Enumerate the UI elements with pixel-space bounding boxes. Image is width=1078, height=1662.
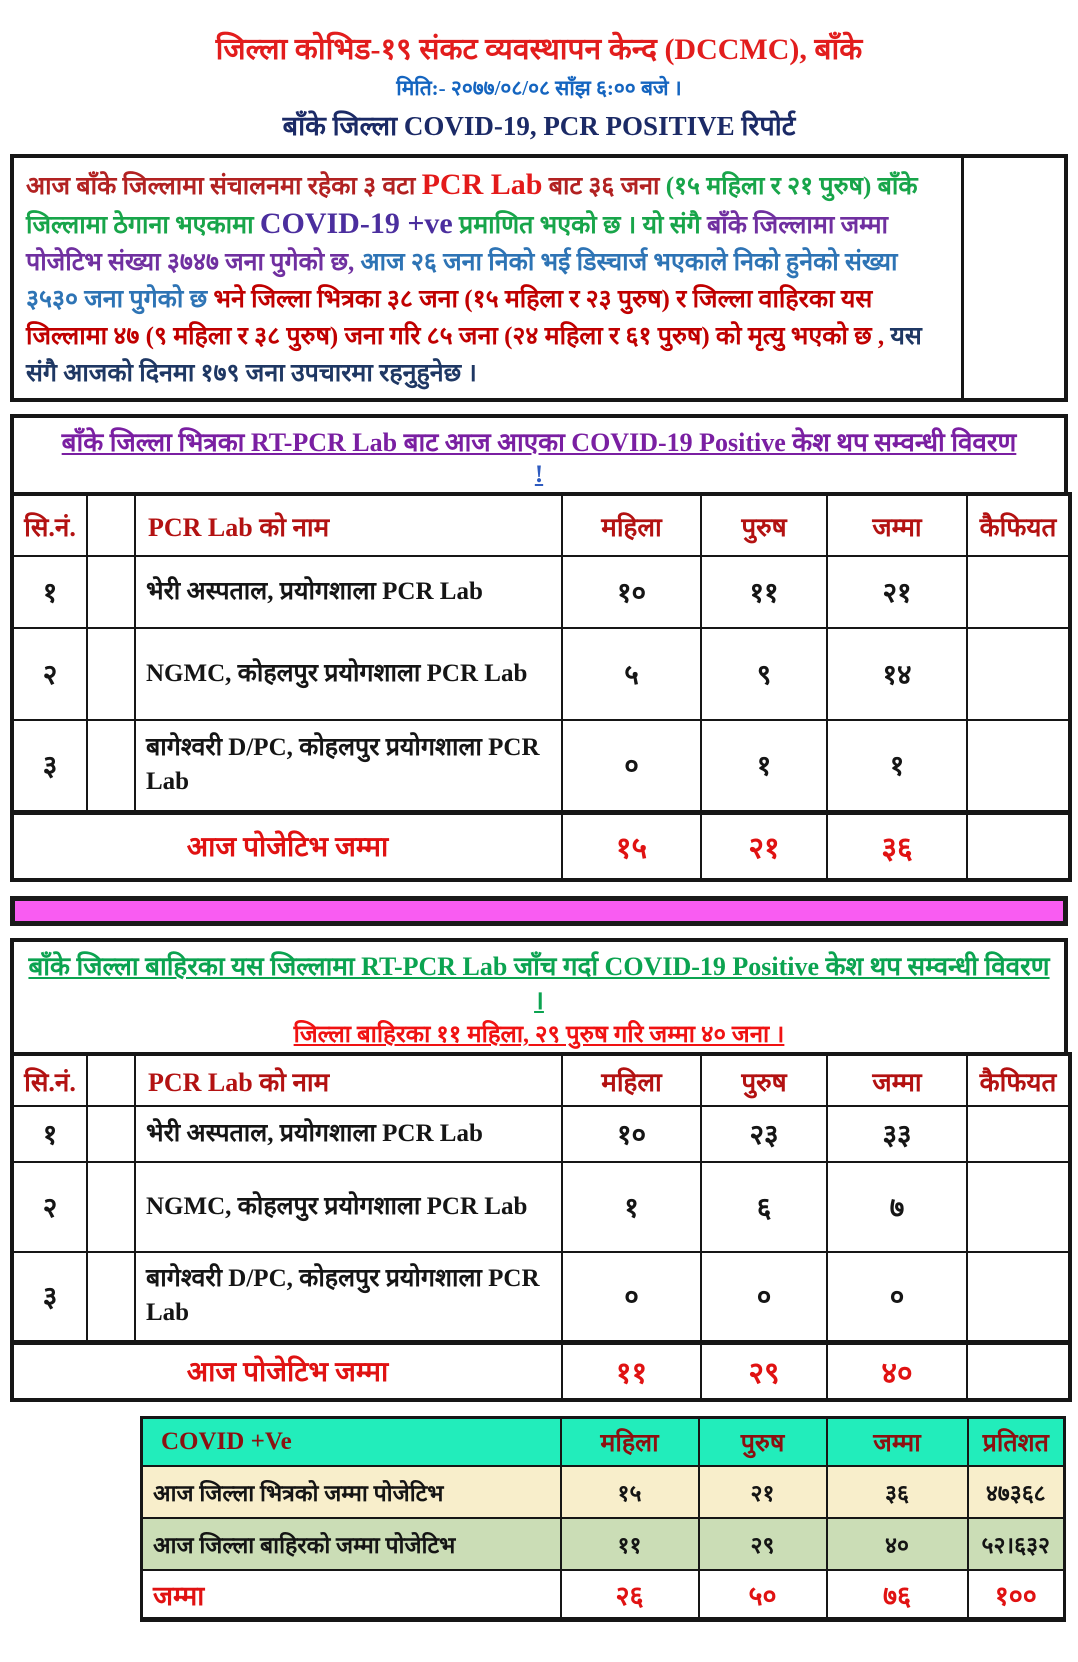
paragraph-segment: (१५ महिला र २१ पुरुष) बाँके जिल्लामा ठेगाना भएकामा bbox=[26, 173, 918, 239]
column-header: महिला bbox=[562, 494, 701, 556]
remark-cell bbox=[967, 812, 1070, 880]
summary-column-header: जम्मा bbox=[827, 1418, 968, 1467]
paragraph-segment: बाट ३६ जना bbox=[542, 173, 666, 200]
female-total-cell: ११ bbox=[562, 1342, 701, 1400]
paragraph-segment: यस संगै आजको दिनमा १७९ जना उपचारमा रहनुहुनेछ । bbox=[26, 323, 922, 387]
male-count-cell: २३ bbox=[701, 1106, 827, 1162]
summary-label-cell: आज जिल्ला भित्रको जम्मा पोजेटिभ bbox=[142, 1466, 561, 1518]
male-count-cell: २१ bbox=[699, 1466, 827, 1518]
report-subtitle: बाँके जिल्ला COVID-19, PCR POSITIVE रिपोर्ट bbox=[282, 111, 796, 141]
blank-cell bbox=[87, 628, 135, 720]
total-label-cell: आज पोजेटिभ जम्मा bbox=[12, 812, 562, 880]
male-total-cell: २१ bbox=[701, 812, 827, 880]
female-count-cell: २६ bbox=[561, 1570, 699, 1620]
summary-table-wrap bbox=[140, 1416, 1063, 1622]
column-header: जम्मा bbox=[827, 494, 967, 556]
paragraph-segment: भने जिल्ला भित्रका ३८ जना (१५ महिला र २३ पुरुष) र जिल्ला वाहिरका यस जिल्लामा ४७ (९ महिला र ३८ पुरुष) जना गरि ८५ जना (२४ महिला र ६१ पुरुष) को मृत्यु भएको छ , bbox=[26, 286, 891, 350]
remark-cell bbox=[967, 1252, 1070, 1342]
female-count-cell: ० bbox=[562, 720, 701, 812]
percent-cell: ४७३६८ bbox=[968, 1466, 1065, 1518]
female-count-cell: १० bbox=[562, 556, 701, 628]
lab-name-cell: भेरी अस्पताल, प्रयोगशाला PCR Lab bbox=[135, 1106, 562, 1162]
serial-number-cell: ३ bbox=[12, 1252, 87, 1342]
serial-number-cell: १ bbox=[12, 556, 87, 628]
paragraph-segment: आज बाँके जिल्लामा संचालनमा रहेका ३ वटा bbox=[26, 173, 422, 200]
male-count-cell: ६ bbox=[701, 1162, 827, 1252]
blank-cell bbox=[87, 1106, 135, 1162]
total-count-cell: २१ bbox=[827, 556, 967, 628]
grand-total-cell: ४० bbox=[827, 1342, 967, 1400]
summary-column-header: पुरुष bbox=[699, 1418, 827, 1467]
summary-paragraph-box bbox=[10, 154, 1068, 402]
remark-cell bbox=[967, 720, 1070, 812]
table-row bbox=[12, 720, 1070, 812]
column-header: कैफियत bbox=[967, 1054, 1070, 1106]
column-header bbox=[87, 1054, 135, 1106]
percent-cell: ५२।६३२ bbox=[968, 1518, 1065, 1570]
summary-header-row bbox=[142, 1418, 1065, 1467]
table-total-row bbox=[12, 812, 1070, 880]
total-label-cell: आज पोजेटिभ जम्मा bbox=[12, 1342, 562, 1400]
male-total-cell: २९ bbox=[701, 1342, 827, 1400]
column-header: पुरुष bbox=[701, 1054, 827, 1106]
table-row bbox=[12, 1162, 1070, 1252]
column-header: सि.नं. bbox=[12, 1054, 87, 1106]
total-count-cell: ३३ bbox=[827, 1106, 967, 1162]
male-count-cell: ० bbox=[701, 1252, 827, 1342]
female-count-cell: १० bbox=[562, 1106, 701, 1162]
section-inside-exclamation: ! bbox=[534, 461, 544, 488]
table-row bbox=[12, 556, 1070, 628]
serial-number-cell: २ bbox=[12, 1162, 87, 1252]
section-outside-subheading: जिल्ला बाहिरका ११ महिला, २९ पुरुष गरि जम्मा ४० जना । bbox=[293, 1022, 785, 1048]
column-header: सि.नं. bbox=[12, 494, 87, 556]
blank-cell bbox=[87, 556, 135, 628]
paragraph-segment: प्रमाणित भएको छ । यो संगै bbox=[452, 212, 707, 239]
male-count-cell: १ bbox=[701, 720, 827, 812]
paragraph-segment: आज २६ जना निको भई डिस्चार्ज भएकाले निको हुनेको संख्या ३५३० जना पुगेको छ bbox=[26, 249, 898, 313]
total-count-cell: ४० bbox=[827, 1518, 968, 1570]
total-count-cell: ० bbox=[827, 1252, 967, 1342]
summary-paragraph-side-cell bbox=[961, 158, 1064, 398]
summary-column-header: COVID +Ve bbox=[142, 1418, 561, 1467]
table-header-row bbox=[12, 1054, 1070, 1106]
male-count-cell: २९ bbox=[699, 1518, 827, 1570]
remark-cell bbox=[967, 1106, 1070, 1162]
summary-row bbox=[142, 1466, 1065, 1518]
section-outside-heading-box bbox=[10, 938, 1068, 1052]
page-title: जिल्ला कोभिड-१९ संकट व्यवस्थापन केन्द (DCCMC), बाँके bbox=[215, 33, 863, 66]
pink-divider-bar bbox=[10, 896, 1068, 926]
remark-cell bbox=[967, 628, 1070, 720]
female-count-cell: ५ bbox=[562, 628, 701, 720]
column-header: महिला bbox=[562, 1054, 701, 1106]
lab-name-cell: भेरी अस्पताल, प्रयोगशाला PCR Lab bbox=[135, 556, 562, 628]
column-header: PCR Lab को नाम bbox=[135, 1054, 562, 1106]
serial-number-cell: ३ bbox=[12, 720, 87, 812]
lab-name-cell: बागेश्वरी D/PC, कोहलपुर प्रयोगशाला PCR Lab bbox=[135, 720, 562, 812]
column-header: पुरुष bbox=[701, 494, 827, 556]
table-row bbox=[12, 1252, 1070, 1342]
summary-column-header: महिला bbox=[561, 1418, 699, 1467]
total-count-cell: ३६ bbox=[827, 1466, 968, 1518]
remark-cell bbox=[967, 1162, 1070, 1252]
serial-number-cell: २ bbox=[12, 628, 87, 720]
total-count-cell: १४ bbox=[827, 628, 967, 720]
percent-cell: १०० bbox=[968, 1570, 1065, 1620]
summary-row bbox=[142, 1518, 1065, 1570]
summary-label-cell: आज जिल्ला बाहिरको जम्मा पोजेटिभ bbox=[142, 1518, 561, 1570]
female-total-cell: १५ bbox=[562, 812, 701, 880]
table-row bbox=[12, 628, 1070, 720]
male-count-cell: ५० bbox=[699, 1570, 827, 1620]
total-count-cell: ७ bbox=[827, 1162, 967, 1252]
blank-cell bbox=[87, 1162, 135, 1252]
column-header bbox=[87, 494, 135, 556]
blank-cell bbox=[87, 720, 135, 812]
lab-name-cell: NGMC, कोहलपुर प्रयोगशाला PCR Lab bbox=[135, 628, 562, 720]
lab-name-cell: NGMC, कोहलपुर प्रयोगशाला PCR Lab bbox=[135, 1162, 562, 1252]
section-outside-heading: बाँके जिल्ला बाहिरका यस जिल्लामा RT-PCR Lab जाँच गर्दा COVID-19 Positive केश थप सम्वन्धी विवरण । bbox=[28, 952, 1050, 1015]
blank-cell bbox=[87, 1252, 135, 1342]
grand-total-cell: ३६ bbox=[827, 812, 967, 880]
male-count-cell: ११ bbox=[701, 556, 827, 628]
section-inside-heading-box bbox=[10, 414, 1068, 492]
table-total-row bbox=[12, 1342, 1070, 1400]
table-header-row bbox=[12, 494, 1070, 556]
column-header: PCR Lab को नाम bbox=[135, 494, 562, 556]
summary-label-cell: जम्मा bbox=[142, 1570, 561, 1620]
female-count-cell: ० bbox=[562, 1252, 701, 1342]
remark-cell bbox=[967, 1342, 1070, 1400]
summary-row bbox=[142, 1570, 1065, 1620]
male-count-cell: ९ bbox=[701, 628, 827, 720]
summary-column-header: प्रतिशत bbox=[968, 1418, 1065, 1467]
female-count-cell: १ bbox=[562, 1162, 701, 1252]
outside-district-table bbox=[10, 1052, 1072, 1402]
lab-name-cell: बागेश्वरी D/PC, कोहलपुर प्रयोगशाला PCR Lab bbox=[135, 1252, 562, 1342]
section-inside-heading: बाँके जिल्ला भित्रका RT-PCR Lab बाट आज आएका COVID-19 Positive केश थप सम्वन्धी विवरण bbox=[61, 428, 1017, 457]
report-date: मिति:- २०७७/०८/०८ साँझ ६:०० बजे । bbox=[396, 76, 682, 100]
column-header: कैफियत bbox=[967, 494, 1070, 556]
total-count-cell: १ bbox=[827, 720, 967, 812]
paragraph-segment: PCR Lab bbox=[421, 168, 543, 201]
serial-number-cell: १ bbox=[12, 1106, 87, 1162]
inside-district-table bbox=[10, 492, 1072, 882]
summary-paragraph bbox=[14, 158, 961, 398]
table-row bbox=[12, 1106, 1070, 1162]
remark-cell bbox=[967, 556, 1070, 628]
total-count-cell: ७६ bbox=[827, 1570, 968, 1620]
paragraph-segment: बाँके जिल्लामा जम्मा पोजेटिभ संख्या ३७४७ जना पुगेको छ, bbox=[26, 212, 889, 276]
female-count-cell: ११ bbox=[561, 1518, 699, 1570]
covid-summary-table bbox=[140, 1416, 1066, 1622]
female-count-cell: १५ bbox=[561, 1466, 699, 1518]
paragraph-segment: COVID-19 +ve bbox=[259, 207, 453, 240]
column-header: जम्मा bbox=[827, 1054, 967, 1106]
